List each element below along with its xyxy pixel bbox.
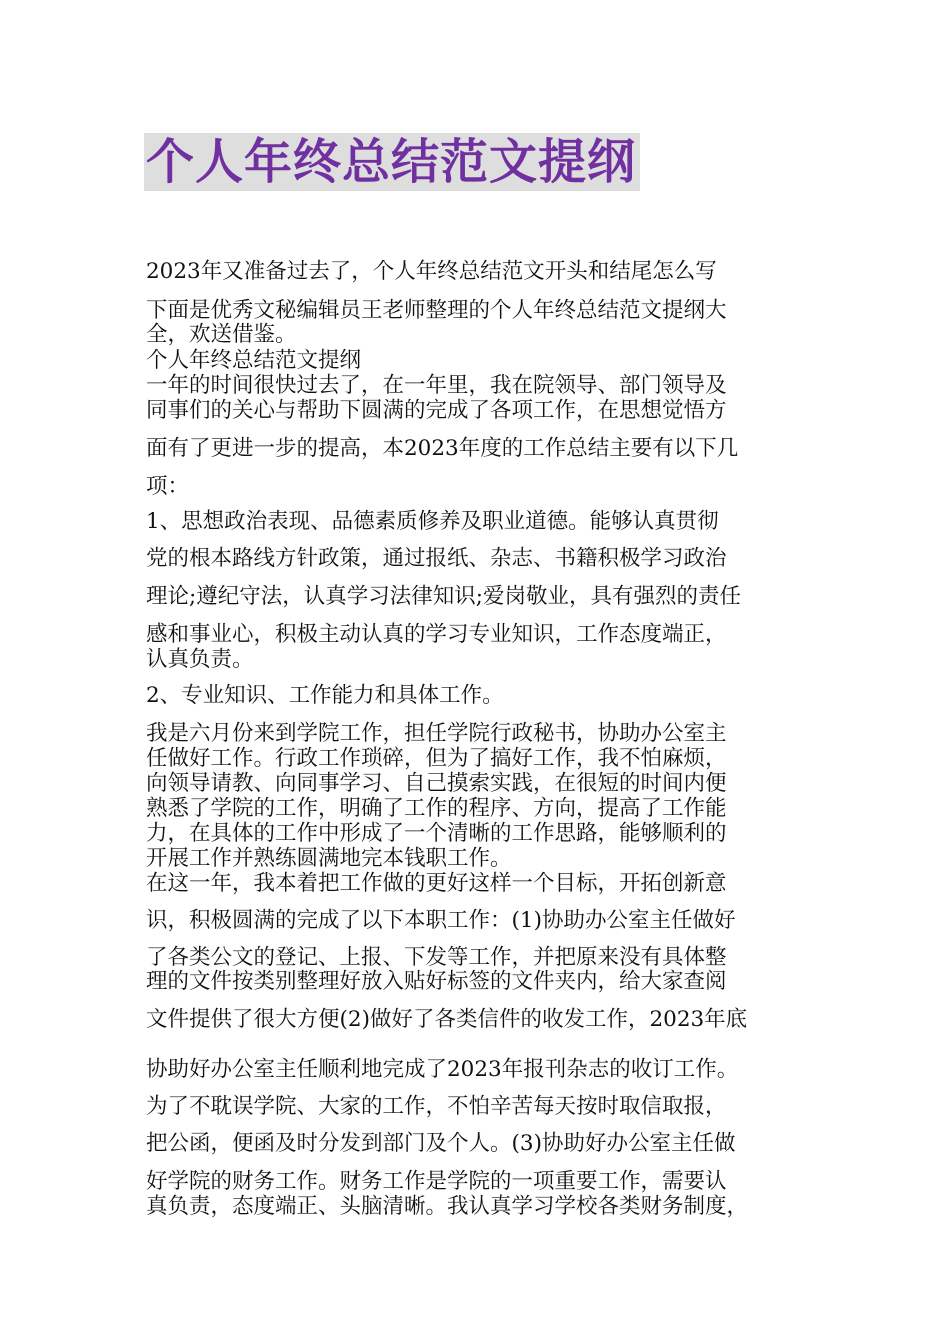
text-line: 好学院的财务工作。财务工作是学院的一项重要工作，需要认 xyxy=(146,1169,727,1194)
text-line: 把公函，便函及时分发到部门及个人。(3)协助好办公室主任做 xyxy=(146,1131,736,1156)
text-line: 个人年终总结范文提纲 xyxy=(146,348,362,373)
text-line: 同事们的关心与帮助下圆满的完成了各项工作，在思想觉悟方 xyxy=(146,398,727,423)
text-line: 力，在具体的工作中形成了一个清晰的工作思路，能够顺利的 xyxy=(146,821,727,846)
title-highlight xyxy=(144,133,640,191)
text-line: 理的文件按类别整理好放入贴好标签的文件夹内，给大家查阅 xyxy=(146,969,727,994)
text-line: 文件提供了很大方便(2)做好了各类信件的收发工作，2023年底 xyxy=(146,1007,748,1032)
text-line: 熟悉了学院的工作，明确了工作的程序、方向，提高了工作能 xyxy=(146,796,727,821)
text-line: 2023年又准备过去了，个人年终总结范文开头和结尾怎么写 xyxy=(146,259,717,284)
text-line: 一年的时间很快过去了，在一年里，我在院领导、部门领导及 xyxy=(146,373,727,398)
text-line: 认真负责。 xyxy=(146,647,254,672)
text-line: 我是六月份来到学院工作，担任学院行政秘书，协助办公室主 xyxy=(146,721,727,746)
text-line: 面有了更进一步的提高，本2023年度的工作总结主要有以下几 xyxy=(146,436,739,461)
text-line: 党的根本路线方针政策，通过报纸、杂志、书籍积极学习政治 xyxy=(146,546,727,571)
text-line: 全，欢送借鉴。 xyxy=(146,322,297,347)
text-line: 1、思想政治表现、品德素质修养及职业道德。能够认真贯彻 xyxy=(146,509,719,534)
text-line: 感和事业心，积极主动认真的学习专业知识，工作态度端正， xyxy=(146,622,727,647)
document-title: 个人年终总结范文提纲 xyxy=(146,134,637,190)
text-line: 为了不耽误学院、大家的工作，不怕辛苦每天按时取信取报， xyxy=(146,1094,727,1119)
text-line: 项： xyxy=(146,474,190,499)
text-line: 真负责，态度端正、头脑清晰。我认真学习学校各类财务制度， xyxy=(146,1194,749,1219)
text-line: 向领导请教、向同事学习、自己摸索实践，在很短的时间内便 xyxy=(146,771,727,796)
text-line: 开展工作并熟练圆满地完本钱职工作。 xyxy=(146,846,512,871)
text-line: 任做好工作。行政工作琐碎，但为了搞好工作，我不怕麻烦， xyxy=(146,746,727,771)
text-line: 了各类公文的登记、上报、下发等工作，并把原来没有具体整 xyxy=(146,945,727,970)
text-line: 下面是优秀文秘编辑员王老师整理的个人年终总结范文提纲大 xyxy=(146,298,727,323)
text-line: 识，积极圆满的完成了以下本职工作：(1)协助办公室主任做好 xyxy=(146,908,736,933)
text-line: 理论;遵纪守法，认真学习法律知识;爱岗敬业，具有强烈的责任 xyxy=(146,584,741,609)
text-line: 在这一年，我本着把工作做的更好这样一个目标，开拓创新意 xyxy=(146,871,727,896)
text-line: 协助好办公室主任顺利地完成了2023年报刊杂志的收订工作。 xyxy=(146,1057,739,1082)
text-line: 2、专业知识、工作能力和具体工作。 xyxy=(146,683,504,708)
